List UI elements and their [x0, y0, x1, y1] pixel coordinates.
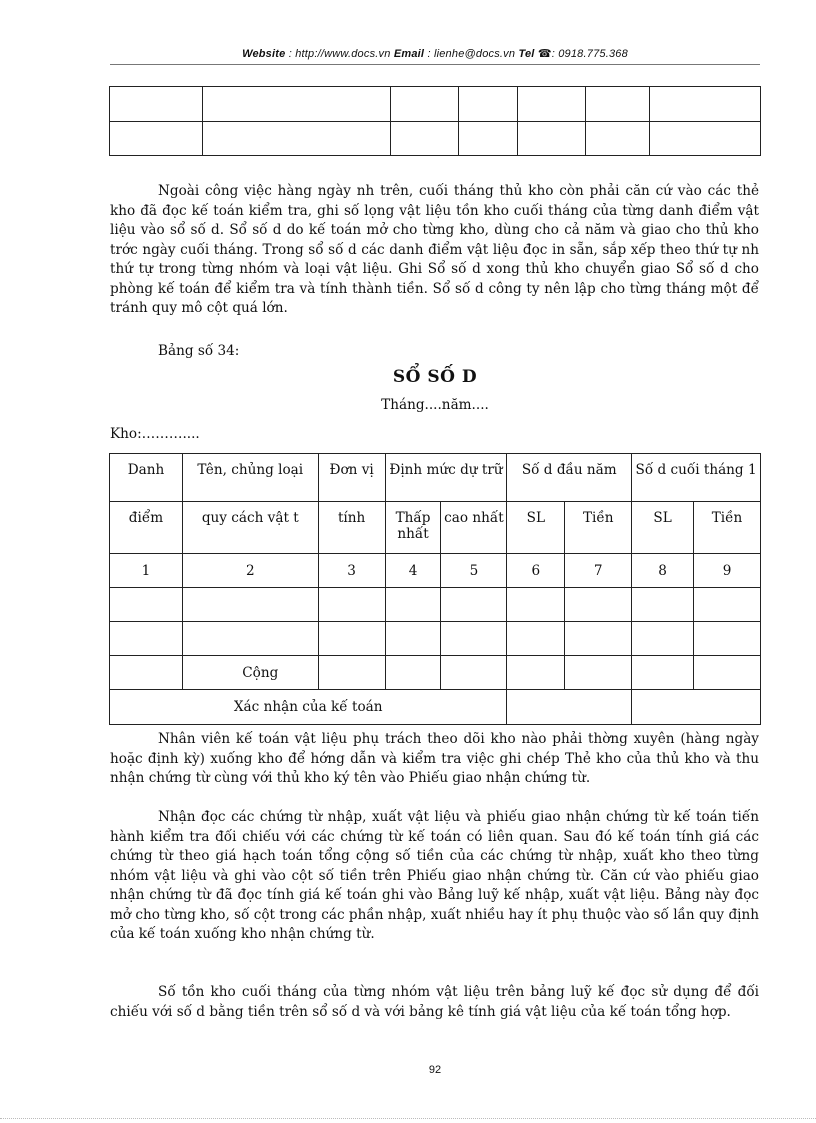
website-label: Website	[242, 48, 286, 60]
header-row-2	[110, 502, 761, 554]
confirmation-label: Xác nhận của kế toán	[110, 690, 507, 725]
warehouse-field: Kho:………....	[110, 426, 200, 442]
column-number: 3	[318, 554, 385, 588]
col-subheader-opening-amount: Tiền	[565, 502, 632, 554]
col-subheader-norm-max: cao nhất	[441, 502, 507, 554]
col-subheader-opening-qty: SL	[507, 502, 565, 554]
col-subheader-norm-min: Thấp nhất	[385, 502, 441, 554]
total-row	[110, 656, 761, 690]
table-row	[110, 121, 761, 156]
column-number: 2	[182, 554, 318, 588]
col-subheader-name: quy cách vật t	[182, 502, 318, 554]
column-number: 5	[441, 554, 507, 588]
col-subheader-closing-amount: Tiền	[694, 502, 761, 554]
form-title: SỔ SỐ D	[392, 367, 478, 387]
total-label: Cộng	[182, 656, 318, 690]
paragraph-closing-balance-book: Ngoài công việc hàng ngày nh trên, cuối tháng thủ kho còn phải căn cứ vào các thẻ kho đã đọc kế toán kiểm tra, ghi số lọng vật liệu tồn kho cuối tháng của từng danh điểm vật liệu vào sổ số d. Sổ số d do kế toán mở cho từng kho, dùng cho cả năm và giao cho thủ kho trớc ngày cuối tháng. Trong sổ số d các danh điểm vật liệu đọc in sẵn, sắp xếp theo thứ tự nh thứ tự trong từng nhóm và loại vật liệu. Ghi Sổ số d xong thủ kho chuyển giao Sổ số d cho phòng kế toán để kiểm tra và tính thành tiền. Sổ số d công ty nên lập cho từng tháng một để tránh quy mô cột quá lớn.	[110, 183, 759, 316]
email-value[interactable]: : lienhe@docs.vn	[427, 48, 516, 60]
column-number-row	[110, 554, 761, 588]
header-row-1	[110, 454, 761, 502]
website-url[interactable]: : http://www.docs.vn	[288, 48, 391, 60]
col-header-opening: Số d đầu năm	[507, 454, 632, 502]
col-header-name: Tên, chủng loại	[182, 454, 318, 502]
column-number: 1	[110, 554, 183, 588]
table-row	[110, 588, 761, 622]
confirmation-row	[110, 690, 761, 725]
column-number: 9	[694, 554, 761, 588]
col-header-closing: Số d cuối tháng 1	[632, 454, 761, 502]
col-header-norm: Định mức dự trữ	[385, 454, 507, 502]
page-bottom-edge	[0, 1118, 816, 1119]
page-header	[110, 47, 760, 60]
email-label: Email	[393, 48, 425, 60]
col-subheader-unit: tính	[318, 502, 385, 554]
form-period: Tháng....năm....	[381, 397, 489, 413]
header-divider	[110, 64, 760, 65]
column-number: 8	[632, 554, 694, 588]
page-number: 92	[428, 1064, 442, 1076]
tel-value: ☎: 0918.775.368	[537, 48, 628, 60]
col-header-code: Danh	[110, 454, 183, 502]
continued-table-fragment	[109, 86, 761, 156]
paragraph-document-checking: Nhận đọc các chứng từ nhập, xuất vật liệu và phiếu giao nhận chứng từ kế toán tiến hành kiểm tra đối chiếu với các chứng từ kế toán có liên quan. Sau đó kế toán tính giá các chứng từ theo giá hạch toán tổng cộng số tiền của các chứng từ nhập, xuất kho theo từng nhóm vật liệu và ghi vào cột số tiền trên Phiếu giao nhận chứng từ. Căn cứ vào phiếu giao nhận chứng từ đã đọc tính giá kế toán ghi vào Bảng luỹ kế nhập, xuất vật liệu. Bảng này đọc mở cho từng kho, số cột trong các phần nhập, xuất nhiều hay ít phụ thuộc vào số lần quy định của kế toán xuống kho nhận chứng từ.	[110, 809, 759, 942]
table-caption: Bảng số 34:	[158, 343, 240, 359]
col-subheader-closing-qty: SL	[632, 502, 694, 554]
paragraph-reconciliation: Số tồn kho cuối tháng của từng nhóm vật liệu trên bảng luỹ kế đọc sử dụng để đối chiếu với số d bằng tiền trên sổ số d và với bảng kê tính giá vật liệu của kế toán tổng hợp.	[110, 984, 759, 1020]
balance-ledger-table	[109, 453, 761, 725]
col-header-unit: Đơn vị	[318, 454, 385, 502]
column-number: 6	[507, 554, 565, 588]
column-number: 4	[385, 554, 441, 588]
table-row	[110, 87, 761, 122]
tel-label: Tel	[518, 48, 535, 60]
paragraph-accountant-duties: Nhân viên kế toán vật liệu phụ trách theo dõi kho nào phải thờng xuyên (hàng ngày hoặc định kỳ) xuống kho để hớng dẫn và kiểm tra việc ghi chép Thẻ kho của thủ kho và thu nhận chứng từ cùng với thủ kho ký tên vào Phiếu giao nhận chứng từ.	[110, 731, 759, 786]
table-row	[110, 622, 761, 656]
col-subheader-code: điểm	[110, 502, 183, 554]
column-number: 7	[565, 554, 632, 588]
